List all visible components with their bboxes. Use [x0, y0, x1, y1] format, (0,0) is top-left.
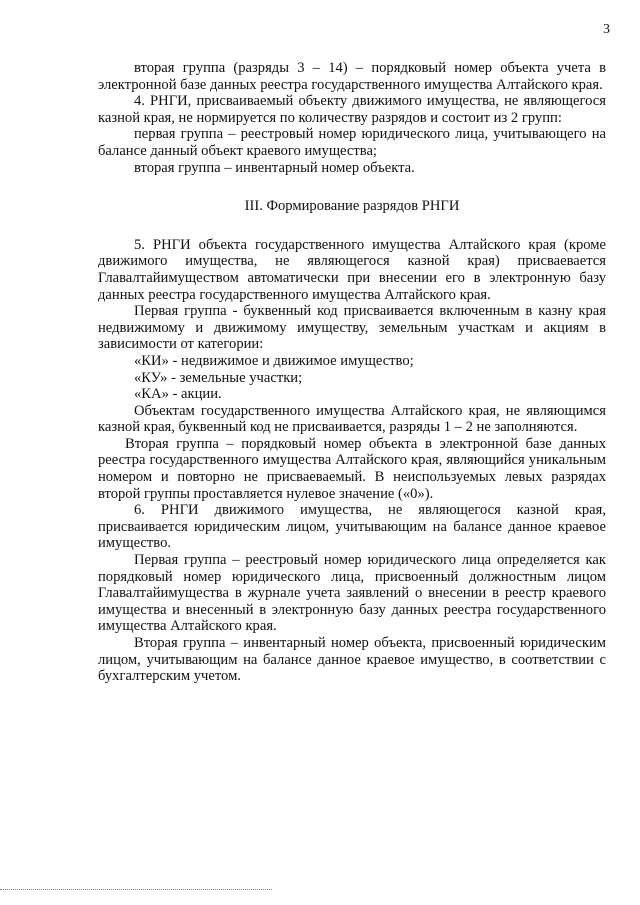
list-item-ku: «КУ» - земельные участки; [134, 369, 303, 386]
paragraph-item-4: 4. РНГИ, присваиваемый объекту движимого имущества, не являющегося казной края, не нормируется по количеству разрядов и состоит из 2 групп: [98, 93, 606, 126]
paragraph-first-group-legal-entity: первая группа – реестровый номер юридического лица, учитывающего на балансе данный объект краевого имущества; [98, 126, 606, 159]
page-number: 3 [603, 22, 610, 37]
paragraph-second-group-inventory: вторая группа – инвентарный номер объекта. [134, 159, 415, 176]
paragraph-second-group-digits: вторая группа (разряды 3 – 14) – порядковый номер объекта учета в электронной базе данных реестра государственного имущества Алтайского края. [98, 60, 606, 93]
list-item-ka: «КА» - акции. [134, 386, 222, 403]
paragraph-item-5: 5. РНГИ объекта государственного имущества Алтайского края (кроме движимого имущества, не являющегося казной края) присваевается Главалтайимуществом автоматически при внесении его в электронную базу данных реестра государственного имущества Алтайского края. [98, 236, 606, 303]
paragraph-second-group-inventory-number: Вторая группа – инвентарный номер объекта, присвоенный юридическим лицом, учитывающим на балансе данное краевое имущество, в соответствии с бухгалтерским учетом. [98, 635, 606, 685]
list-item-ki: «КИ» - недвижимое и движимое имущество; [134, 352, 414, 369]
paragraph-item-6: 6. РНГИ движимого имущества, не являющегося казной края, присваивается юридическим лицом, учитывающим на балансе данное краевое имущество. [98, 502, 606, 552]
section-heading: III. Формирование разрядов РНГИ [244, 198, 460, 215]
paragraph-first-group-letter-code: Первая группа - буквенный код присваивается включенным в казну края недвижимому и движимому имуществу, земельным участкам и акциям в зависимости от категории: [98, 303, 606, 353]
footer-divider [0, 889, 272, 890]
paragraph-first-group-registry-number: Первая группа – реестровый номер юридического лица определяется как порядковый номер юридического лица, присвоенный должностным лицом Главалтайимущества в журнале учета заявлений о внесении в реестр краевого имущества и внесенный в электронную базу данных реестра государственного имущества Алтайского края. [98, 552, 606, 635]
paragraph-second-group-sequence: Вторая группа – порядковый номер объекта в электронной базе данных реестра государственного имущества Алтайского края, являющийся уникальным номером и повторно не присваеваемый. В неиспользуемых левых разрядах второй группы проставляется нулевое значение («0»). [98, 435, 606, 502]
paragraph-non-treasury-objects: Объектам государственного имущества Алтайского края, не являющимся казной края, буквенный код не присваивается, разряды 1 – 2 не заполняются. [98, 402, 606, 436]
document-body [98, 60, 606, 685]
